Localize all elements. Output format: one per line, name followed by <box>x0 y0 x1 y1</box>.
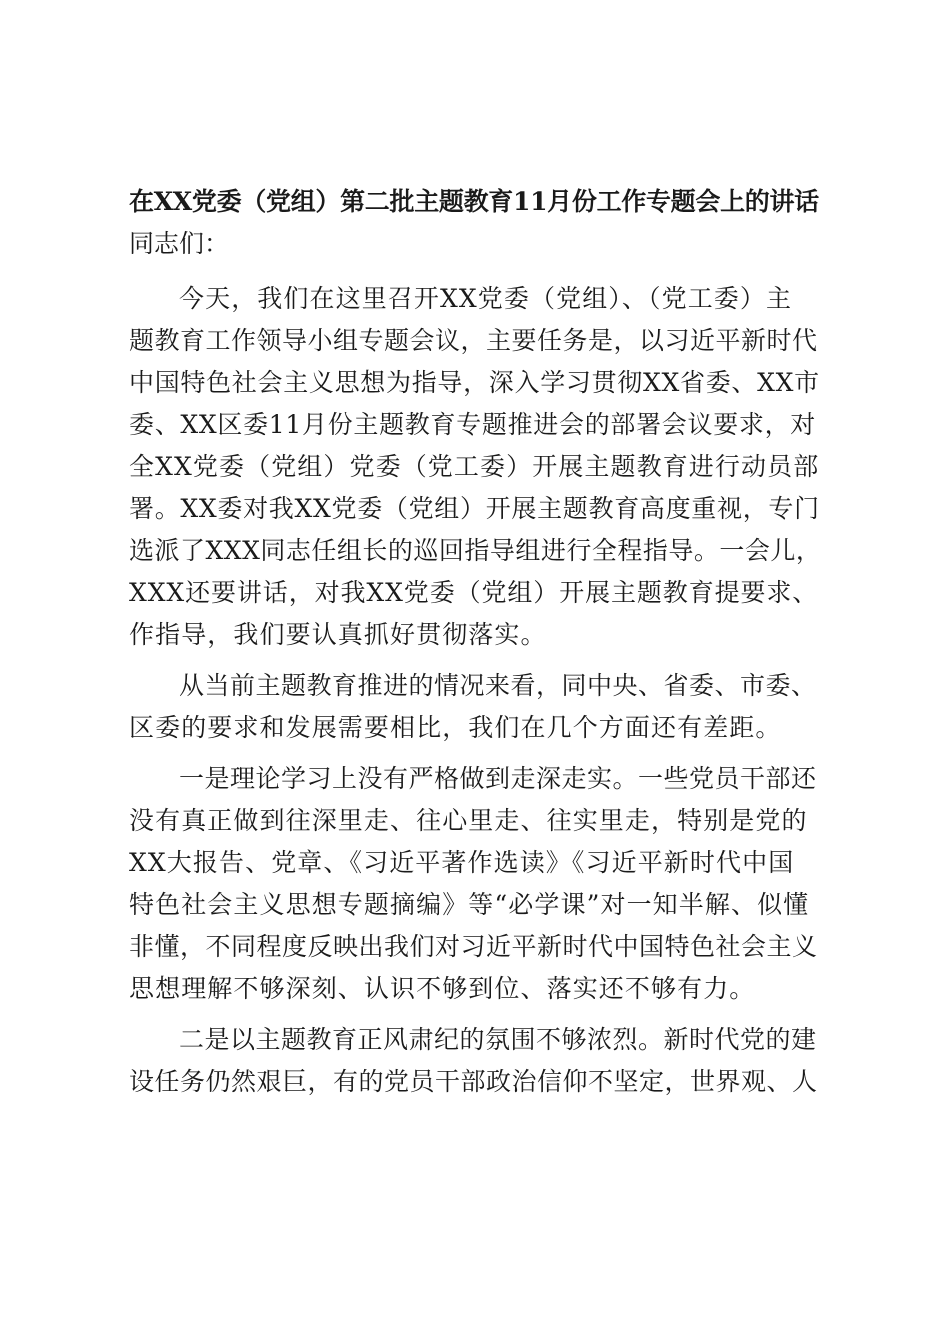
text-line: 中国特色社会主义思想为指导，深入学习贯彻XX省委、XX市 <box>129 368 820 397</box>
text-line: 一是理论学习上没有严格做到走深走实。一些党员干部还 <box>179 764 817 793</box>
paragraph-1 <box>129 278 821 656</box>
text-line: 没有真正做到往深里走、往心里走、往实里走，特别是党的 <box>129 806 808 835</box>
text-line: 委、XX区委11月份主题教育专题推进会的部署会议要求，对 <box>129 410 817 439</box>
text-line: 题教育工作领导小组专题会议，主要任务是，以习近平新时代 <box>129 326 818 355</box>
paragraph-3 <box>129 758 821 1010</box>
text-line: 全XX党委（党组）党委（党工委）开展主题教育进行动员部 <box>129 452 820 481</box>
text-line: 思想理解不够深刻、认识不够到位、落实还不够有力。 <box>129 974 756 1003</box>
salutation: 同志们： <box>129 229 230 258</box>
paragraph-2 <box>129 665 821 749</box>
text-line: 特色社会主义思想专题摘编》等“必学课”对一知半解、似懂 <box>129 890 810 919</box>
document-page <box>129 181 821 1103</box>
paragraph-4 <box>129 1019 821 1103</box>
text-line: XX大报告、党章、《习近平著作选读》《习近平新时代中国 <box>129 848 795 877</box>
text-line: 区委的要求和发展需要相比，我们在几个方面还有差距。 <box>129 713 782 742</box>
text-line: 署。XX委对我XX党委（党组）开展主题教育高度重视，专门 <box>129 494 820 523</box>
document-title: 在XX党委（党组）第二批主题教育11月份工作专题会上的讲话 <box>129 187 819 216</box>
text-line: XXX还要讲话，对我XX党委（党组）开展主题教育提要求、 <box>129 578 819 607</box>
text-line: 设任务仍然艰巨，有的党员干部政治信仰不坚定，世界观、人 <box>129 1067 818 1096</box>
text-line: 选派了XXX同志任组长的巡回指导组进行全程指导。一会儿， <box>129 536 822 565</box>
text-line: 今天，我们在这里召开XX党委（党组）、（党工委）主 <box>179 284 793 313</box>
text-line: 二是以主题教育正风肃纪的氛围不够浓烈。新时代党的建 <box>179 1025 817 1054</box>
text-line: 非懂，不同程度反映出我们对习近平新时代中国特色社会主义 <box>129 932 818 961</box>
text-line: 作指导，我们要认真抓好贯彻落实。 <box>129 620 547 649</box>
text-line: 从当前主题教育推进的情况来看，同中央、省委、市委、 <box>179 671 817 700</box>
